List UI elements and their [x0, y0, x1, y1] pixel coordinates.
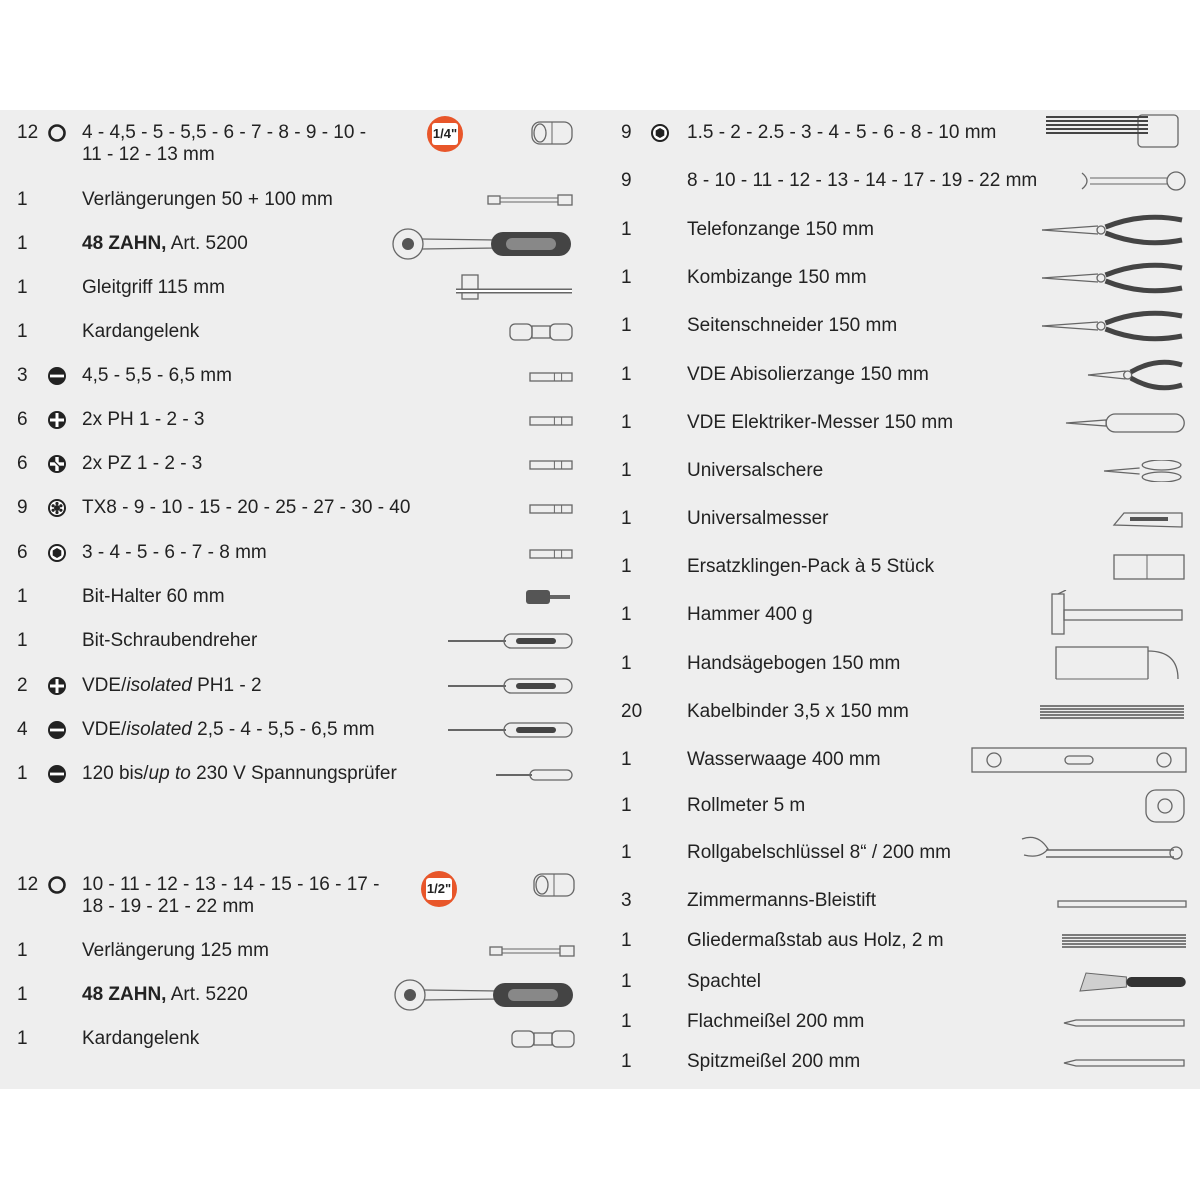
bit-icon: [528, 370, 576, 388]
phillips-drive-icon: [47, 676, 67, 696]
item-description: [687, 749, 881, 771]
item-text: Kardangelenk: [82, 1028, 200, 1049]
item-text: 2x PH 1 - 2 - 3: [82, 409, 205, 430]
item-description: [687, 890, 876, 912]
knife-icon: [1062, 409, 1188, 442]
item-italic-label: isolated: [126, 675, 192, 696]
item-description: [82, 719, 375, 741]
item-description: [82, 675, 262, 697]
item-quantity: 3: [621, 890, 632, 911]
item-description: [687, 604, 813, 626]
hammer-icon: [1048, 590, 1188, 645]
item-quantity: 1: [17, 630, 28, 651]
item-description: [82, 763, 397, 785]
item-description: [687, 170, 1037, 192]
item-description: [82, 874, 379, 896]
item-quantity: 9: [621, 122, 632, 143]
ring-drive-icon: [47, 875, 67, 895]
pozi-drive-icon: [47, 454, 67, 474]
item-description: [82, 497, 410, 519]
drive-size-badge: [421, 871, 457, 907]
item-text: PH1 - 2: [191, 675, 262, 696]
drive-size-badge: [427, 116, 463, 152]
item-bold-label: 48 ZAHN,: [82, 984, 167, 1005]
item-description: [82, 586, 225, 608]
item-text-line2: 11 - 12 - 13 mm: [82, 144, 215, 165]
item-text: Rollgabelschlüssel 8“ / 200 mm: [687, 842, 952, 863]
item-text: Bit-Halter 60 mm: [82, 586, 225, 607]
item-description: [82, 277, 225, 299]
item-text: Handsägebogen 150 mm: [687, 653, 901, 674]
wire-stripper-icon: [1084, 358, 1188, 397]
ratchet-icon: [388, 227, 576, 266]
ring-drive-icon: [47, 123, 67, 143]
item-description: [687, 412, 953, 434]
item-text-line2: 18 - 19 - 21 - 22 mm: [82, 896, 255, 917]
extension-bar-icon: [486, 193, 576, 212]
utility-knife-icon: [1110, 508, 1188, 535]
screwdriver-icon: [446, 721, 576, 744]
ratchet-icon: [390, 978, 578, 1017]
item-text: Hammer 400 g: [687, 604, 813, 625]
item-italic-label: up to: [148, 763, 191, 784]
item-quantity: 1: [621, 604, 632, 625]
item-quantity: 1: [621, 842, 632, 863]
universal-joint-icon: [510, 1027, 578, 1056]
hex-key-set-icon: [1042, 111, 1188, 160]
item-quantity: 1: [621, 508, 632, 529]
item-text: Universalschere: [687, 460, 824, 481]
item-quantity: 1: [621, 653, 632, 674]
item-quantity: 1: [621, 364, 632, 385]
pliers-icon: [1038, 208, 1188, 257]
scissors-icon: [1100, 460, 1188, 487]
item-prefix: VDE/: [82, 719, 127, 740]
item-description: [82, 409, 205, 431]
item-description: [687, 556, 934, 578]
item-quantity: 1: [621, 1051, 632, 1072]
item-italic-label: isolated: [126, 719, 192, 740]
bit-icon: [528, 502, 576, 520]
item-quantity: 1: [621, 795, 632, 816]
item-description: [82, 984, 248, 1006]
item-text: VDE Elektriker-Messer 150 mm: [687, 412, 954, 433]
item-quantity: 2: [17, 675, 28, 696]
item-description: [82, 233, 248, 255]
item-prefix: VDE/: [82, 675, 127, 696]
item-text: Zimmermanns-Bleistift: [687, 890, 876, 911]
voltage-tester-icon: [494, 768, 576, 786]
torx-drive-icon: [47, 498, 67, 518]
item-description: [687, 1011, 864, 1033]
socket-icon: [528, 118, 576, 153]
item-quantity: 6: [17, 409, 28, 430]
item-text: Art. 5220: [166, 984, 248, 1005]
screwdriver-icon: [446, 632, 576, 655]
combination-wrench-icon: [1078, 169, 1188, 198]
item-text: Kardangelenk: [82, 321, 200, 342]
item-quantity: 1: [621, 930, 632, 951]
item-description: [687, 267, 867, 289]
item-text: 2,5 - 4 - 5,5 - 6,5 mm: [191, 719, 375, 740]
item-quantity: 1: [621, 556, 632, 577]
item-text: Gleitgriff 115 mm: [82, 277, 225, 298]
item-text: Universalmesser: [687, 508, 829, 529]
spatula-icon: [1076, 969, 1188, 1000]
item-text: 230 V Spannungsprüfer: [190, 763, 397, 784]
item-text: VDE Abisolierzange 150 mm: [687, 364, 929, 385]
item-description: [82, 122, 366, 144]
item-description: [82, 940, 269, 962]
item-quantity: 1: [17, 277, 28, 298]
item-quantity: 1: [621, 749, 632, 770]
item-description: [687, 1051, 860, 1073]
item-text: Flachmeißel 200 mm: [687, 1011, 865, 1032]
item-description: [687, 364, 929, 386]
item-quantity: 1: [17, 189, 28, 210]
item-description: [82, 630, 257, 652]
item-description: [687, 315, 897, 337]
phillips-drive-icon: [47, 410, 67, 430]
item-quantity: 1: [621, 219, 632, 240]
slot-drive-icon: [47, 720, 67, 740]
hex-drive-icon: [650, 123, 670, 143]
item-text: Spachtel: [687, 971, 761, 992]
item-text: Verlängerungen 50 + 100 mm: [82, 189, 333, 210]
item-description: [687, 653, 900, 675]
chisel-icon: [1060, 1056, 1188, 1074]
item-description: [687, 930, 944, 952]
item-text: 1.5 - 2 - 2.5 - 3 - 4 - 5 - 6 - 8 - 10 mm: [687, 122, 997, 143]
item-description: [687, 508, 828, 530]
bit-icon: [528, 458, 576, 476]
item-text: Telefonzange 150 mm: [687, 219, 874, 240]
item-text: 4 - 4,5 - 5 - 5,5 - 6 - 7 - 8 - 9 - 10 -: [82, 122, 367, 143]
item-text: Art. 5200: [166, 233, 248, 254]
item-quantity: 1: [17, 586, 28, 607]
item-text: Wasserwaage 400 mm: [687, 749, 881, 770]
slot-drive-icon: [47, 366, 67, 386]
pliers-icon: [1038, 256, 1188, 305]
item-quantity: 6: [17, 453, 28, 474]
bit-holder-icon: [524, 589, 576, 610]
adjustable-wrench-icon: [1016, 831, 1188, 880]
item-quantity: 1: [621, 1011, 632, 1032]
slot-drive-icon: [47, 764, 67, 784]
item-prefix: 120 bis/: [82, 763, 149, 784]
item-quantity: 1: [621, 315, 632, 336]
socket-icon: [530, 870, 578, 905]
bit-icon: [528, 414, 576, 432]
item-quantity: 9: [621, 170, 632, 191]
item-text: Seitenschneider 150 mm: [687, 315, 898, 336]
item-text: 4,5 - 5,5 - 6,5 mm: [82, 365, 232, 386]
item-text: Kombizange 150 mm: [687, 267, 867, 288]
item-quantity: 20: [621, 701, 643, 722]
hacksaw-icon: [1050, 641, 1188, 692]
item-description: [82, 453, 202, 475]
pencil-icon: [1056, 896, 1188, 914]
blade-pack-icon: [1110, 552, 1188, 587]
universal-joint-icon: [508, 320, 576, 349]
item-text: Verlängerung 125 mm: [82, 940, 269, 961]
chisel-icon: [1060, 1016, 1188, 1034]
spirit-level-icon: [970, 744, 1188, 781]
item-description: [82, 542, 267, 564]
item-description: [687, 701, 909, 723]
item-quantity: 12: [17, 122, 39, 143]
item-text: Ersatzklingen-Pack à 5 Stück: [687, 556, 935, 577]
item-text: Bit-Schraubendreher: [82, 630, 258, 651]
item-text: Spitzmeißel 200 mm: [687, 1051, 861, 1072]
item-quantity: 1: [621, 267, 632, 288]
item-text: Rollmeter 5 m: [687, 795, 806, 816]
item-text: Kabelbinder 3,5 x 150 mm: [687, 701, 909, 722]
item-quantity: 4: [17, 719, 28, 740]
bit-icon: [528, 547, 576, 565]
item-description: [687, 795, 805, 817]
item-quantity: 6: [17, 542, 28, 563]
item-description: [687, 219, 874, 241]
item-quantity: 12: [17, 874, 39, 895]
item-quantity: 1: [17, 984, 28, 1005]
item-description: [82, 189, 333, 211]
item-quantity: 1: [621, 412, 632, 433]
item-description: [82, 1028, 199, 1050]
pliers-icon: [1038, 304, 1188, 353]
item-description: [687, 971, 761, 993]
item-quantity: 9: [17, 497, 28, 518]
screwdriver-icon: [446, 677, 576, 700]
item-text: 8 - 10 - 11 - 12 - 13 - 14 - 17 - 19 - 22 mm: [687, 170, 1038, 191]
item-quantity: 1: [621, 460, 632, 481]
item-description: [687, 460, 823, 482]
folding-rule-icon: [1060, 933, 1188, 954]
item-text: 2x PZ 1 - 2 - 3: [82, 453, 203, 474]
sliding-t-bar-icon: [452, 273, 576, 308]
item-text: TX8 - 9 - 10 - 15 - 20 - 25 - 27 - 30 - 40: [82, 497, 411, 518]
item-quantity: 1: [17, 1028, 28, 1049]
cable-tie-icon: [1036, 704, 1188, 725]
drive-size-label: 1/2": [426, 878, 452, 900]
item-description: [82, 321, 199, 343]
item-description: [687, 842, 951, 864]
item-quantity: 1: [17, 940, 28, 961]
item-quantity: 3: [17, 365, 28, 386]
item-quantity: 1: [621, 971, 632, 992]
item-quantity: 1: [17, 321, 28, 342]
item-description: [687, 122, 996, 144]
tape-measure-icon: [1142, 786, 1188, 831]
item-text: 3 - 4 - 5 - 6 - 7 - 8 mm: [82, 542, 267, 563]
item-text: 10 - 11 - 12 - 13 - 14 - 15 - 16 - 17 -: [82, 874, 380, 895]
extension-bar-icon: [488, 944, 578, 963]
drive-size-label: 1/4": [432, 123, 458, 145]
item-description: [82, 365, 232, 387]
item-quantity: 1: [17, 763, 28, 784]
item-quantity: 1: [17, 233, 28, 254]
item-bold-label: 48 ZAHN,: [82, 233, 167, 254]
hex-drive-icon: [47, 543, 67, 563]
item-text: Gliedermaßstab aus Holz, 2 m: [687, 930, 944, 951]
